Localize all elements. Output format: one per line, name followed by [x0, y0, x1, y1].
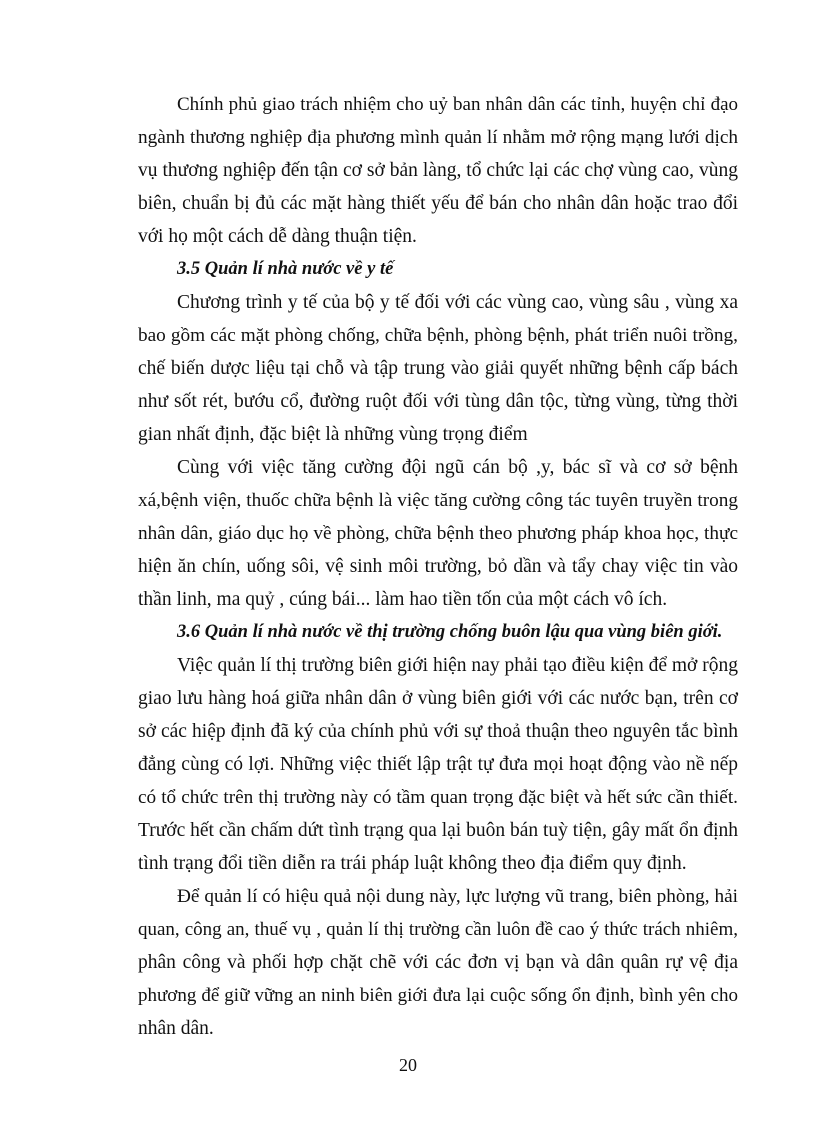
paragraph-line: quan, công an, thuế vụ , quản lí thị trường cần luôn đề cao ý thức trách nhiêm,: [138, 919, 738, 940]
paragraph-line: đẳng cùng có lợi. Những việc thiết lập trật tự đưa mọi hoạt động vào nề nếp: [138, 754, 738, 775]
paragraph-line: Chính phủ giao trách nhiệm cho uỷ ban nhân dân các tỉnh, huyện chỉ đạo: [177, 94, 738, 115]
paragraph-line: phương để giữ vững an ninh biên giới đưa lại cuộc sống ổn định, bình yên cho: [138, 985, 738, 1006]
paragraph-line: hiện ăn chín, uống sôi, vệ sinh môi trường, bỏ dần và tẩy chay việc tin vào: [138, 556, 738, 577]
paragraph-line: giao lưu hàng hoá giữa nhân dân ở vùng biên giới với các nước bạn, trên cơ: [138, 688, 738, 709]
paragraph-line: gian nhất định, đặc biệt là những vùng trọng điểm: [138, 424, 528, 445]
paragraph-line: nhân dân, giáo dục họ về phòng, chữa bệnh theo phương pháp khoa học, thực: [138, 523, 738, 544]
paragraph-line: như sốt rét, bướu cổ, đường ruột đối với tùng dân tộc, từng vùng, từng thời: [138, 391, 738, 412]
paragraph-line: với họ một cách dễ dàng thuận tiện.: [138, 226, 417, 247]
paragraph-line: ngành thương nghiệp địa phương mình quản lí nhằm mở rộng mạng lưới dịch: [138, 127, 738, 148]
paragraph-line: Trước hết cần chấm dứt tình trạng qua lại buôn bán tuỳ tiện, gây mất ổn định: [138, 820, 738, 841]
paragraph-line: sở các hiệp định đã ký của chính phủ với sự thoả thuận theo nguyên tắc bình: [138, 721, 738, 742]
paragraph-line: có tổ chức trên thị trường này có tầm quan trọng đặc biệt và hết sức cần thiết.: [138, 787, 738, 808]
paragraph-line: thần linh, ma quỷ , cúng bái... làm hao tiền tốn của một cách vô ích.: [138, 589, 668, 610]
paragraph-line: phân công và phối hợp chặt chẽ với các đơn vị bạn và dân quân rự vệ địa: [138, 952, 738, 973]
paragraph-line: nhân dân.: [138, 1018, 214, 1039]
section-heading: 3.6 Quản lí nhà nước về thị trường chống buôn lậu qua vùng biên giới.: [177, 622, 723, 642]
paragraph-line: chế biến dược liệu tại chỗ và tập trung vào giải quyết những bệnh cấp bách: [138, 358, 738, 379]
paragraph-line: bao gồm các mặt phòng chống, chữa bệnh, phòng bệnh, phát triển nuôi trồng,: [138, 325, 738, 346]
paragraph-line: Cùng với việc tăng cường đội ngũ cán bộ ,y, bác sĩ và cơ sở bệnh: [177, 457, 738, 478]
page-number: 20: [399, 1055, 417, 1075]
document-body: [138, 88, 738, 1045]
paragraph-line: biên, chuẩn bị đủ các mặt hàng thiết yếu để bán cho nhân dân hoặc trao đổi: [138, 193, 738, 214]
paragraph-line: tình trạng đổi tiền diễn ra trái pháp luật không theo địa điểm quy định.: [138, 853, 687, 874]
paragraph-line: Để quản lí có hiệu quả nội dung này, lực lượng vũ trang, biên phòng, hải: [177, 886, 738, 907]
section-heading: 3.5 Quản lí nhà nước về y tế: [177, 259, 394, 279]
paragraph-line: Việc quản lí thị trường biên giới hiện nay phải tạo điều kiện để mở rộng: [177, 655, 738, 676]
paragraph-line: Chương trình y tế của bộ y tế đối với các vùng cao, vùng sâu , vùng xa: [177, 292, 738, 313]
paragraph-line: xá,bệnh viện, thuốc chữa bệnh là việc tăng cường công tác tuyên truyền trong: [138, 490, 738, 511]
paragraph-line: vụ thương nghiệp đến tận cơ sở bản làng, tổ chức lại các chợ vùng cao, vùng: [138, 160, 738, 181]
